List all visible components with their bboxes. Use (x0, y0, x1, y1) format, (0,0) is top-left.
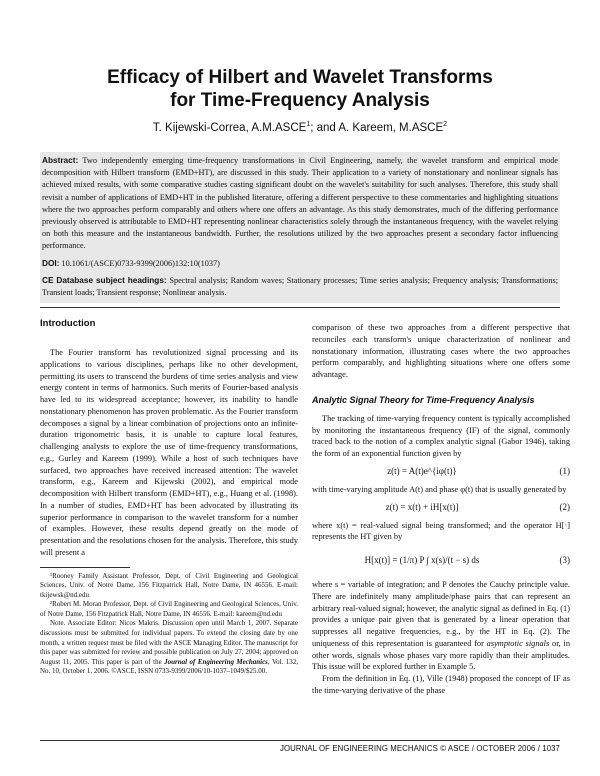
equation-1 (312, 460, 570, 484)
analytic-signal-heading: Analytic Signal Theory for Time-Frequency Analysis (312, 394, 535, 405)
footer-rule (40, 740, 560, 741)
abstract-divider (40, 307, 560, 308)
author-2-sup: 2 (443, 121, 448, 128)
author-line (0, 121, 600, 134)
para5-text-b: or, in other words, signals whose phases vary more rapidly than their amplitudes. This issue will be explored further in Example 5. (312, 638, 570, 672)
equation-2 (312, 496, 570, 520)
right-paragraph-4: where x(t) = real-valued signal being transformed; and the operator H[·] represents the HT given by (312, 520, 570, 542)
footnote-divider (40, 567, 130, 568)
title-line-1: Efficacy of Hilbert and Wavelet Transforms (107, 67, 493, 88)
footnote-2: ²Robert M. Moran Professor, Dept. of Civil Engineering and Geological Sciences, Univ. of Notre Dame, 156 Fitzpatrick Hall, Notre Dame, IN 46556. E-mail: kareem@nd.edu (40, 600, 298, 618)
right-paragraph-5 (312, 579, 570, 673)
subject-label: CE Database subject headings: (42, 275, 167, 285)
equation-2-formula: z(t) = x(t) + iH[x(t)] (385, 501, 459, 512)
author-1: T. Kijewski-Correa, A.M.ASCE (152, 121, 307, 134)
doi-value[interactable]: 10.1061/(ASCE)0733-9399(2006)132:10(1037) (61, 258, 220, 268)
right-column (312, 322, 570, 697)
abstract-label: Abstract: (42, 156, 79, 165)
subject-headings (42, 275, 558, 299)
abstract-box (40, 152, 560, 303)
para5-text-a: where s = variable of integration; and P denotes the Cauchy principle value. There are indefinitely many amplitude/phase pairs that can represent an arbitrary real-valued signal; however, the analytic signal as defined in Eq. (1) provides a unique pair given that is generated by a linear operation that suppresses all negative frequencies, e.g., by the HT in Eq. (2). The uniqueness of this representation is guaranteed for (312, 580, 570, 648)
equation-3 (312, 543, 570, 579)
paper-title (0, 66, 600, 112)
abstract-text: Two independently emerging time-frequency transformations in Civil Engineering, namely, the wavelet transform and empirical mode decomposition with Hilbert transform (EMD+HT), are discussed in this study. Their application to a variety of nonstationary and nonlinear signals has achieved mixed results, with some comparative studies casting significant doubt on the wavelet's suitability for such analyses. Therefore, this study shall revisit a number of applications of EMD+HT in the published literature, offering a different perspective to these commentaries and highlighting situations where the two approaches perform comparably and others where one offers an advantage. As this study demonstrates, much of the differing performance previously observed is attributable to EMD+HT representing nonlinear characteristics solely through the instantaneous frequency, with the wavelet relying on both this measure and the instantaneous bandwidth. Further, the resolutions utilized by the two approaches present a secondary factor influencing performance. (42, 156, 558, 251)
footnote-1: ¹Rooney Family Assistant Professor, Dept. of Civil Engineering and Geological Sciences, Univ. of Notre Dame, 156 Fitzpatrick Hall, Notre Dame, IN 46556. E-mail: tkijewsk@nd.edu (40, 571, 298, 599)
doi-label: DOI: (42, 258, 60, 268)
abstract (42, 155, 558, 253)
note-text-a: Note. Associate Editor: Nicos Makris. Discussion open until March 1, 2007. Separate discussions must be submitted for individual papers. To extend the closing date by one month, a written request must be filed with the ASCE Managing Editor. The manuscript for this paper was submitted for review and possible publication on July 27, 2004; approved on August 11, 2005. This paper is part of the (40, 619, 298, 666)
right-paragraph-3: with time-varying amplitude A(t) and phase φ(t) that is usually generated by (312, 484, 567, 494)
note-text-b: , Vol. 132, No. 10, October 1, 2006. ©ASCE, ISSN 0733-9399/2006/10-1037–1049/$25.00. (40, 657, 298, 676)
title-line-2: for Time-Frequency Analysis (170, 90, 430, 111)
intro-paragraph: The Fourier transform has revolutionized signal processing and its applications to various disciplines, perhaps like no other development, permitting its users to transcend the burdens of time series analysis and view energy content in terms of harmonics. Such merits of Fourier-based analysis have led to its widespread acceptance; however, its inability to handle nonstationary phenomenon has proven problematic. As the Fourier transform decomposes a signal by a linear combination of projections onto an infinite-duration trigonometric basis, it is unable to capture local features, challenging analysts to explore the use of time-frequency transformations, e.g., Gurley and Kareem (1999). While a host of such techniques have surfaced, two approaches have received increased attention: The wavelet transform, e.g., Kareem and Kijewski (2002), and empirical mode decomposition with Hilbert transform (EMD+HT), e.g., Huang et al. (1998). In a number of studies, EMD+HT has been advocated by illustrating its superior performance in comparison to the wavelet transform for a number of examples. However, these results depend greatly on the mode of presentation and the resolutions chosen for the analysis. Therefore, this study will present a (40, 348, 298, 557)
page-footer: JOURNAL OF ENGINEERING MECHANICS © ASCE / OCTOBER 2006 / 1037 (279, 744, 560, 753)
equation-3-formula: H[x(t)] = (1/π) P ∫ x(s)/(t − s) ds (364, 555, 480, 565)
right-paragraph-2: The tracking of time-varying frequency content is typically accomplished by monitoring the instantaneous frequency (IF) of the signal, commonly traced back to the notion of a complex analytic signal (Gabor 1946), taking the form of an exponential function given by (312, 413, 570, 458)
author-2: ; and A. Kareem, M.ASCE (310, 121, 444, 134)
right-paragraph-1: comparison of these two approaches from a different perspective that reconciles each transform's unique characterization of nonlinear and nonstationary information, illustrating cases where the two approaches perform comparably, and highlighting situations where one offers some advantage. (312, 323, 570, 379)
equation-1-formula: z(t) = A(t)e^{iφ(t)} (387, 465, 457, 476)
equation-1-number: (1) (559, 465, 570, 476)
left-column (40, 318, 298, 677)
doi (42, 258, 558, 270)
journal-name: Journal of Engineering Mechanics (164, 657, 268, 666)
intro-heading: Introduction (40, 318, 96, 329)
right-paragraph-6: From the definition in Eq. (1), Ville (1948) proposed the concept of IF as the time-varying derivative of the phase (312, 674, 570, 695)
subject-value: Spectral analysis; Random waves; Stationary processes; Time series analysis; Frequency analysis; Transformations; Transient loads; Transient response; Nonlinear analysis. (42, 275, 558, 298)
author-1-sup: 1 (306, 121, 311, 128)
equation-2-number: (2) (559, 501, 570, 512)
editorial-note (40, 619, 298, 677)
para5-emphasis: asymptotic signals (486, 638, 550, 648)
equation-3-number: (3) (559, 555, 570, 565)
